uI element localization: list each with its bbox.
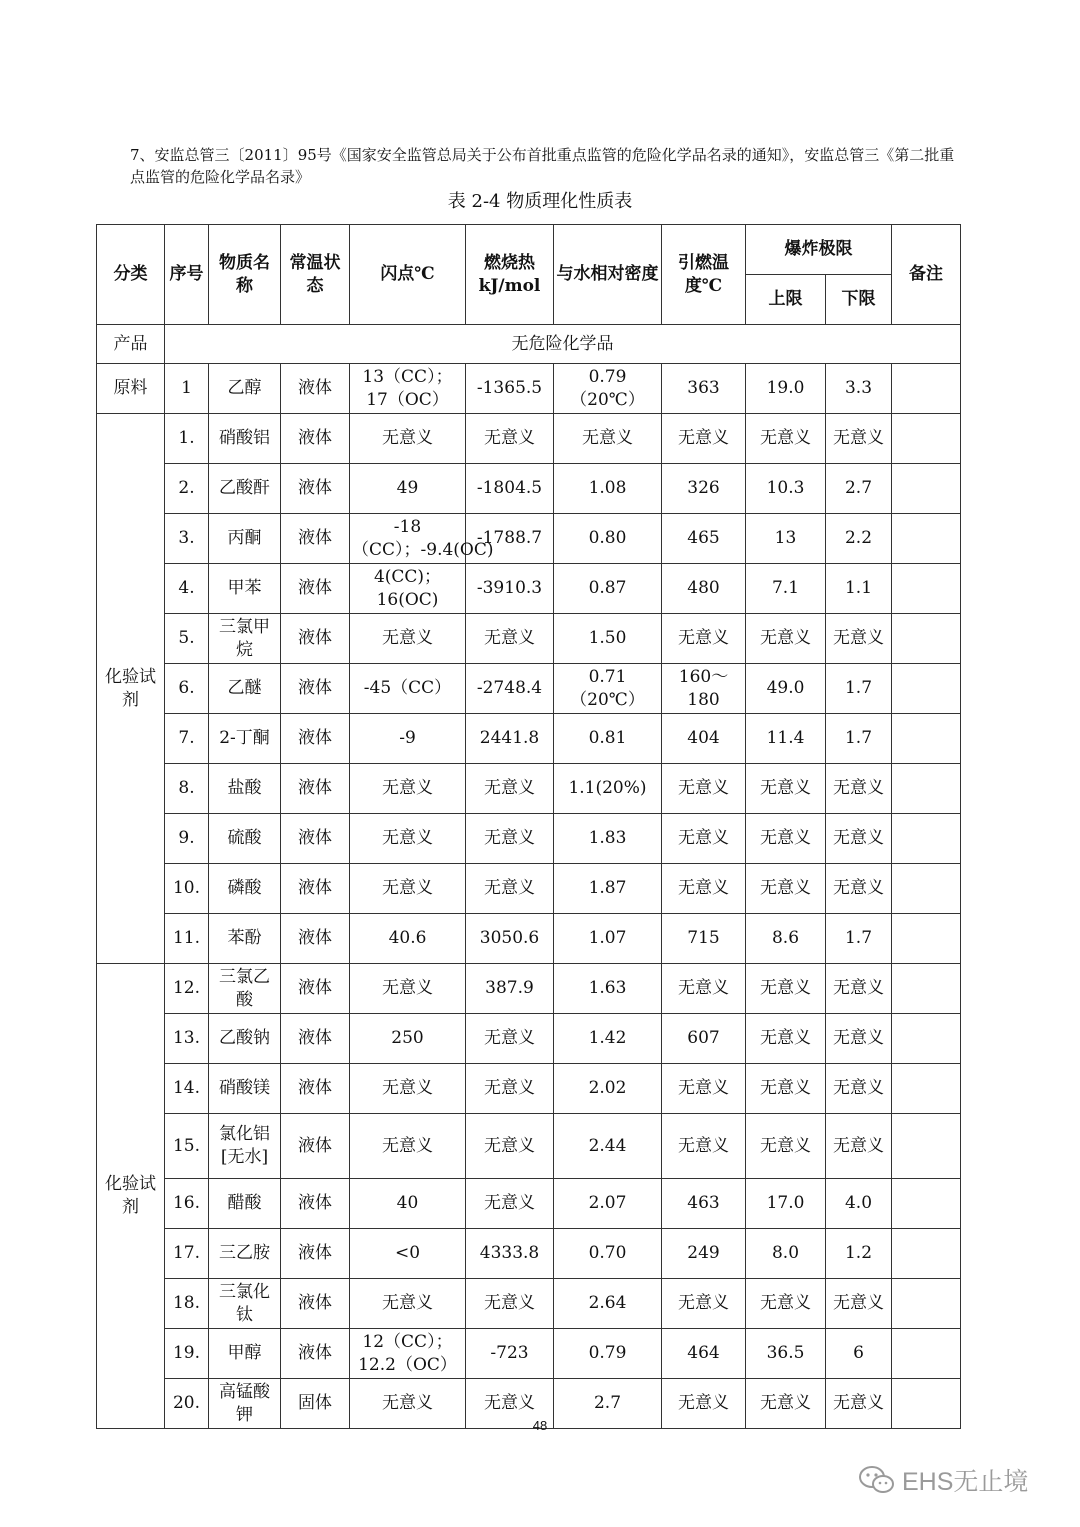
cell-relative-density: 2.02 [554, 1064, 662, 1114]
cell-remark [892, 964, 961, 1014]
cell-upper-limit: 无意义 [746, 614, 826, 664]
cell-state: 液体 [281, 1014, 350, 1064]
cell-state: 液体 [281, 964, 350, 1014]
page-number: 48 [532, 1418, 548, 1433]
cell-flash-point: 12（CC）；12.2（OC） [350, 1329, 466, 1379]
cell-upper-limit: 无意义 [746, 764, 826, 814]
cell-ignition-temp: 160～180 [662, 664, 746, 714]
cell-combustion-heat: -2748.4 [466, 664, 554, 714]
cell-ignition-temp: 607 [662, 1014, 746, 1064]
cell-combustion-heat: 无意义 [466, 1114, 554, 1179]
header-upper-limit: 上限 [746, 275, 826, 325]
cell-index: 15. [165, 1114, 209, 1179]
cell-ignition-temp: 480 [662, 564, 746, 614]
cell-lower-limit: 无意义 [826, 1014, 892, 1064]
cell-lower-limit: 无意义 [826, 614, 892, 664]
cell-name: 三氯甲烷 [209, 614, 281, 664]
table-row [97, 814, 961, 864]
cell-index: 1 [165, 364, 209, 414]
cell-state: 液体 [281, 514, 350, 564]
watermark [858, 1462, 1028, 1498]
watermark-text: EHS无止境 [902, 1468, 1029, 1496]
header-remark: 备注 [892, 225, 961, 325]
cell-lower-limit: 无意义 [826, 764, 892, 814]
cell-flash-point: 无意义 [350, 1379, 466, 1429]
cell-upper-limit: 无意义 [746, 814, 826, 864]
cell-index: 1. [165, 414, 209, 464]
table-row [97, 664, 961, 714]
cell-ignition-temp: 无意义 [662, 864, 746, 914]
cell-relative-density: 0.81 [554, 714, 662, 764]
cell-lower-limit: 4.0 [826, 1179, 892, 1229]
cell-upper-limit: 无意义 [746, 1114, 826, 1179]
cell-state: 液体 [281, 464, 350, 514]
table-row-raw-material [97, 364, 961, 414]
cell-remark [892, 1179, 961, 1229]
cell-lower-limit: 3.3 [826, 364, 892, 414]
header-index: 序号 [165, 225, 209, 325]
table-row [97, 1229, 961, 1279]
cell-flash-point: <0 [350, 1229, 466, 1279]
cell-upper-limit: 无意义 [746, 1014, 826, 1064]
cell-relative-density: 1.08 [554, 464, 662, 514]
cell-lower-limit: 6 [826, 1329, 892, 1379]
cell-remark [892, 1329, 961, 1379]
table-row [97, 1279, 961, 1329]
cell-lower-limit: 无意义 [826, 1064, 892, 1114]
cell-name: 硝酸镁 [209, 1064, 281, 1114]
table-row [97, 614, 961, 664]
cell-flash-point: 无意义 [350, 864, 466, 914]
cell-remark [892, 764, 961, 814]
cell-lower-limit: 无意义 [826, 414, 892, 464]
cell-lower-limit: 2.2 [826, 514, 892, 564]
cell-name: 三氯化钛 [209, 1279, 281, 1329]
cell-category: 化验试剂 [97, 964, 165, 1429]
cell-flash-point: 4(CC)；16(OC) [350, 564, 466, 614]
cell-index: 5. [165, 614, 209, 664]
cell-ignition-temp: 无意义 [662, 1114, 746, 1179]
cell-lower-limit: 无意义 [826, 1279, 892, 1329]
cell-remark [892, 1279, 961, 1329]
table-row [97, 864, 961, 914]
cell-relative-density: 0.79 [554, 1329, 662, 1379]
cell-state: 液体 [281, 1329, 350, 1379]
cell-state: 液体 [281, 814, 350, 864]
cell-upper-limit: 无意义 [746, 1379, 826, 1429]
cell-combustion-heat: 无意义 [466, 864, 554, 914]
cell-flash-point: 49 [350, 464, 466, 514]
cell-name: 甲苯 [209, 564, 281, 614]
cell-remark [892, 664, 961, 714]
cell-upper-limit: 无意义 [746, 964, 826, 1014]
cell-state: 液体 [281, 864, 350, 914]
table-row-product [97, 325, 961, 364]
cell-upper-limit: 7.1 [746, 564, 826, 614]
cell-relative-density: 2.64 [554, 1279, 662, 1329]
cell-lower-limit: 无意义 [826, 814, 892, 864]
cell-upper-limit: 8.6 [746, 914, 826, 964]
cell-lower-limit: 无意义 [826, 1379, 892, 1429]
cell-name: 氯化铝[无水] [209, 1114, 281, 1179]
cell-upper-limit: 无意义 [746, 1064, 826, 1114]
cell-remark [892, 614, 961, 664]
cell-lower-limit: 1.1 [826, 564, 892, 614]
cell-relative-density: 0.79（20℃） [554, 364, 662, 414]
cell-ignition-temp: 无意义 [662, 614, 746, 664]
cell-name: 磷酸 [209, 864, 281, 914]
cell-state: 液体 [281, 1229, 350, 1279]
cell-name: 丙酮 [209, 514, 281, 564]
cell-ignition-temp: 465 [662, 514, 746, 564]
cell-relative-density: 0.70 [554, 1229, 662, 1279]
cell-name: 三氯乙酸 [209, 964, 281, 1014]
cell-ignition-temp: 463 [662, 1179, 746, 1229]
header-combustion-heat: 燃烧热kJ/mol [466, 225, 554, 325]
cell-name: 硫酸 [209, 814, 281, 864]
cell-state: 液体 [281, 614, 350, 664]
cell-flash-point: -18（CC）；-9.4(OC) [350, 514, 466, 564]
cell-upper-limit: 无意义 [746, 414, 826, 464]
cell-ignition-temp: 无意义 [662, 1064, 746, 1114]
cell-remark [892, 464, 961, 514]
table-title: 表 2-4 物质理化性质表 [447, 191, 633, 212]
cell-remark [892, 1229, 961, 1279]
cell-relative-density: 1.42 [554, 1014, 662, 1064]
cell-combustion-heat: 3050.6 [466, 914, 554, 964]
cell-upper-limit: 无意义 [746, 864, 826, 914]
cell-state: 液体 [281, 1179, 350, 1229]
cell-name: 盐酸 [209, 764, 281, 814]
cell-product-text: 无危险化学品 [165, 325, 961, 364]
cell-ignition-temp: 无意义 [662, 1279, 746, 1329]
table-row [97, 1064, 961, 1114]
header-flash-point: 闪点℃ [350, 225, 466, 325]
cell-index: 7. [165, 714, 209, 764]
table-row [97, 964, 961, 1014]
cell-flash-point: 无意义 [350, 964, 466, 1014]
cell-index: 9. [165, 814, 209, 864]
cell-combustion-heat: 无意义 [466, 1014, 554, 1064]
header-explosion-limit: 爆炸极限 [746, 225, 892, 275]
cell-name: 硝酸铝 [209, 414, 281, 464]
table-row [97, 514, 961, 564]
header-category: 分类 [97, 225, 165, 325]
table-row [97, 764, 961, 814]
header-lower-limit: 下限 [826, 275, 892, 325]
cell-flash-point: 13（CC）；17（OC） [350, 364, 466, 414]
cell-combustion-heat: -723 [466, 1329, 554, 1379]
table-row [97, 1114, 961, 1179]
cell-combustion-heat: 无意义 [466, 614, 554, 664]
cell-relative-density: 0.80 [554, 514, 662, 564]
table-row [97, 1014, 961, 1064]
cell-combustion-heat: -1365.5 [466, 364, 554, 414]
cell-combustion-heat: 无意义 [466, 764, 554, 814]
cell-category: 化验试剂 [97, 414, 165, 964]
regulation-note: 7、安监总管三〔2011〕95号《国家安全监管总局关于公布首批重点监管的危险化学品名录的通知》，安监总管三《第二批重点监管的危险化学品名录》 [130, 146, 955, 186]
cell-state: 液体 [281, 764, 350, 814]
cell-flash-point: -9 [350, 714, 466, 764]
cell-relative-density: 2.7 [554, 1379, 662, 1429]
cell-lower-limit: 2.7 [826, 464, 892, 514]
header-name: 物质名称 [209, 225, 281, 325]
cell-lower-limit: 无意义 [826, 1114, 892, 1179]
table-row [97, 414, 961, 464]
cell-state: 液体 [281, 364, 350, 414]
cell-name: 三乙胺 [209, 1229, 281, 1279]
table-row [97, 714, 961, 764]
cell-lower-limit: 1.7 [826, 664, 892, 714]
table-body [97, 325, 961, 1429]
cell-state: 液体 [281, 914, 350, 964]
cell-lower-limit: 无意义 [826, 964, 892, 1014]
cell-category: 产品 [97, 325, 165, 364]
cell-index: 20. [165, 1379, 209, 1429]
cell-ignition-temp: 363 [662, 364, 746, 414]
cell-combustion-heat: 387.9 [466, 964, 554, 1014]
cell-remark [892, 1064, 961, 1114]
cell-combustion-heat: 4333.8 [466, 1229, 554, 1279]
cell-name: 苯酚 [209, 914, 281, 964]
header-relative-density: 与水相对密度 [554, 225, 662, 325]
cell-upper-limit: 13 [746, 514, 826, 564]
cell-state: 液体 [281, 414, 350, 464]
cell-remark [892, 414, 961, 464]
cell-upper-limit: 19.0 [746, 364, 826, 414]
cell-ignition-temp: 404 [662, 714, 746, 764]
cell-index: 12. [165, 964, 209, 1014]
cell-relative-density: 1.87 [554, 864, 662, 914]
cell-category: 原料 [97, 364, 165, 414]
cell-state: 固体 [281, 1379, 350, 1429]
cell-lower-limit: 1.7 [826, 914, 892, 964]
table-header [97, 225, 961, 325]
cell-index: 6. [165, 664, 209, 714]
cell-remark [892, 814, 961, 864]
cell-flash-point: 无意义 [350, 414, 466, 464]
cell-relative-density: 2.44 [554, 1114, 662, 1179]
cell-index: 10. [165, 864, 209, 914]
table-row [97, 914, 961, 964]
cell-remark [892, 364, 961, 414]
cell-combustion-heat: -3910.3 [466, 564, 554, 614]
cell-combustion-heat: 无意义 [466, 1179, 554, 1229]
header-ignition-temp: 引燃温度℃ [662, 225, 746, 325]
cell-remark [892, 564, 961, 614]
cell-lower-limit: 1.7 [826, 714, 892, 764]
cell-combustion-heat: -1804.5 [466, 464, 554, 514]
cell-ignition-temp: 715 [662, 914, 746, 964]
cell-index: 16. [165, 1179, 209, 1229]
cell-state: 液体 [281, 664, 350, 714]
cell-remark [892, 514, 961, 564]
cell-state: 液体 [281, 1114, 350, 1179]
cell-flash-point: 无意义 [350, 1114, 466, 1179]
cell-relative-density: 1.1(20%) [554, 764, 662, 814]
cell-state: 液体 [281, 1279, 350, 1329]
cell-relative-density: 1.07 [554, 914, 662, 964]
cell-name: 乙醚 [209, 664, 281, 714]
cell-upper-limit: 11.4 [746, 714, 826, 764]
wechat-icon [858, 1465, 896, 1495]
cell-remark [892, 914, 961, 964]
cell-remark [892, 714, 961, 764]
cell-upper-limit: 36.5 [746, 1329, 826, 1379]
cell-relative-density: 无意义 [554, 414, 662, 464]
cell-ignition-temp: 464 [662, 1329, 746, 1379]
cell-upper-limit: 10.3 [746, 464, 826, 514]
cell-relative-density: 0.87 [554, 564, 662, 614]
cell-upper-limit: 8.0 [746, 1229, 826, 1279]
cell-lower-limit: 无意义 [826, 864, 892, 914]
cell-flash-point: 40 [350, 1179, 466, 1229]
cell-combustion-heat: 无意义 [466, 1279, 554, 1329]
cell-flash-point: 无意义 [350, 814, 466, 864]
cell-combustion-heat: 无意义 [466, 1379, 554, 1429]
cell-ignition-temp: 249 [662, 1229, 746, 1279]
cell-combustion-heat: -1788.7 [466, 514, 554, 564]
cell-name: 乙酸酐 [209, 464, 281, 514]
cell-upper-limit: 无意义 [746, 1279, 826, 1329]
table-row [97, 464, 961, 514]
cell-flash-point: 无意义 [350, 1279, 466, 1329]
header-state: 常温状态 [281, 225, 350, 325]
cell-index: 8. [165, 764, 209, 814]
cell-ignition-temp: 无意义 [662, 964, 746, 1014]
cell-index: 4. [165, 564, 209, 614]
table-row [97, 1179, 961, 1229]
cell-index: 14. [165, 1064, 209, 1114]
table-row [97, 564, 961, 614]
cell-name: 乙醇 [209, 364, 281, 414]
cell-index: 17. [165, 1229, 209, 1279]
cell-remark [892, 864, 961, 914]
cell-upper-limit: 17.0 [746, 1179, 826, 1229]
cell-relative-density: 2.07 [554, 1179, 662, 1229]
cell-flash-point: 250 [350, 1014, 466, 1064]
cell-name: 醋酸 [209, 1179, 281, 1229]
cell-remark [892, 1014, 961, 1064]
cell-relative-density: 0.71（20℃） [554, 664, 662, 714]
cell-ignition-temp: 326 [662, 464, 746, 514]
cell-state: 液体 [281, 564, 350, 614]
cell-remark [892, 1114, 961, 1179]
cell-relative-density: 1.83 [554, 814, 662, 864]
cell-index: 3. [165, 514, 209, 564]
cell-flash-point: 无意义 [350, 1064, 466, 1114]
cell-name: 乙酸钠 [209, 1014, 281, 1064]
properties-table [96, 224, 961, 1429]
cell-combustion-heat: 无意义 [466, 1064, 554, 1114]
cell-ignition-temp: 无意义 [662, 414, 746, 464]
cell-flash-point: -45（CC） [350, 664, 466, 714]
cell-state: 液体 [281, 1064, 350, 1114]
cell-index: 2. [165, 464, 209, 514]
cell-combustion-heat: 无意义 [466, 414, 554, 464]
cell-lower-limit: 1.2 [826, 1229, 892, 1279]
cell-upper-limit: 49.0 [746, 664, 826, 714]
cell-relative-density: 1.50 [554, 614, 662, 664]
cell-combustion-heat: 无意义 [466, 814, 554, 864]
cell-flash-point: 无意义 [350, 614, 466, 664]
cell-state: 液体 [281, 714, 350, 764]
cell-index: 11. [165, 914, 209, 964]
cell-ignition-temp: 无意义 [662, 1379, 746, 1429]
cell-index: 19. [165, 1329, 209, 1379]
cell-index: 13. [165, 1014, 209, 1064]
cell-combustion-heat: 2441.8 [466, 714, 554, 764]
cell-flash-point: 无意义 [350, 764, 466, 814]
cell-name: 高锰酸钾 [209, 1379, 281, 1429]
cell-name: 2-丁酮 [209, 714, 281, 764]
cell-name: 甲醇 [209, 1329, 281, 1379]
cell-ignition-temp: 无意义 [662, 764, 746, 814]
table-row [97, 1329, 961, 1379]
cell-index: 18. [165, 1279, 209, 1329]
cell-relative-density: 1.63 [554, 964, 662, 1014]
cell-ignition-temp: 无意义 [662, 814, 746, 864]
cell-flash-point: 40.6 [350, 914, 466, 964]
